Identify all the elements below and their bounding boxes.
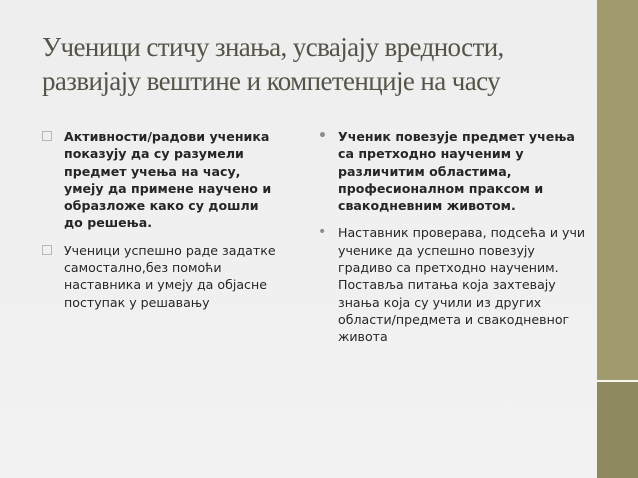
left-item-1-text: Активности/радови ученика показују да су разумели предмет учења на часу, умеју да примене научено и образложе како су дошли до решења. (64, 129, 272, 231)
bullet-dot-icon: • (318, 128, 327, 144)
right-item-2-text: Наставник проверава, подсећа и учи ученике да успешно повезују градиво са претходно наученим. Поставља питања која захтевају знања која су учили из других области/предмета и свакодневног живота (338, 225, 586, 345)
right-item-1-text: Ученик повезује предмет учења са претходно наученим у различитим областима, професионалном праксом и свакодневним животом. (338, 129, 575, 214)
bullet-dot-icon: • (318, 224, 327, 241)
side-accent-bar-lower (597, 382, 638, 478)
right-column (316, 128, 586, 356)
checkbox-bullet-icon (42, 131, 52, 141)
left-column (42, 128, 277, 321)
slide-title: Ученици стичу знања, усвајају вредности, развијају вештине и компетенције на часу (42, 32, 504, 96)
checkbox-bullet-icon (42, 245, 52, 255)
left-item-2 (42, 242, 277, 311)
left-item-1 (42, 128, 277, 232)
right-item-2 (316, 224, 586, 345)
left-item-2-text: Ученици успешно раде задатке самостално,без помоћи наставника и умеју да објасне поступак у решавању (64, 242, 276, 310)
right-item-1 (316, 128, 586, 214)
